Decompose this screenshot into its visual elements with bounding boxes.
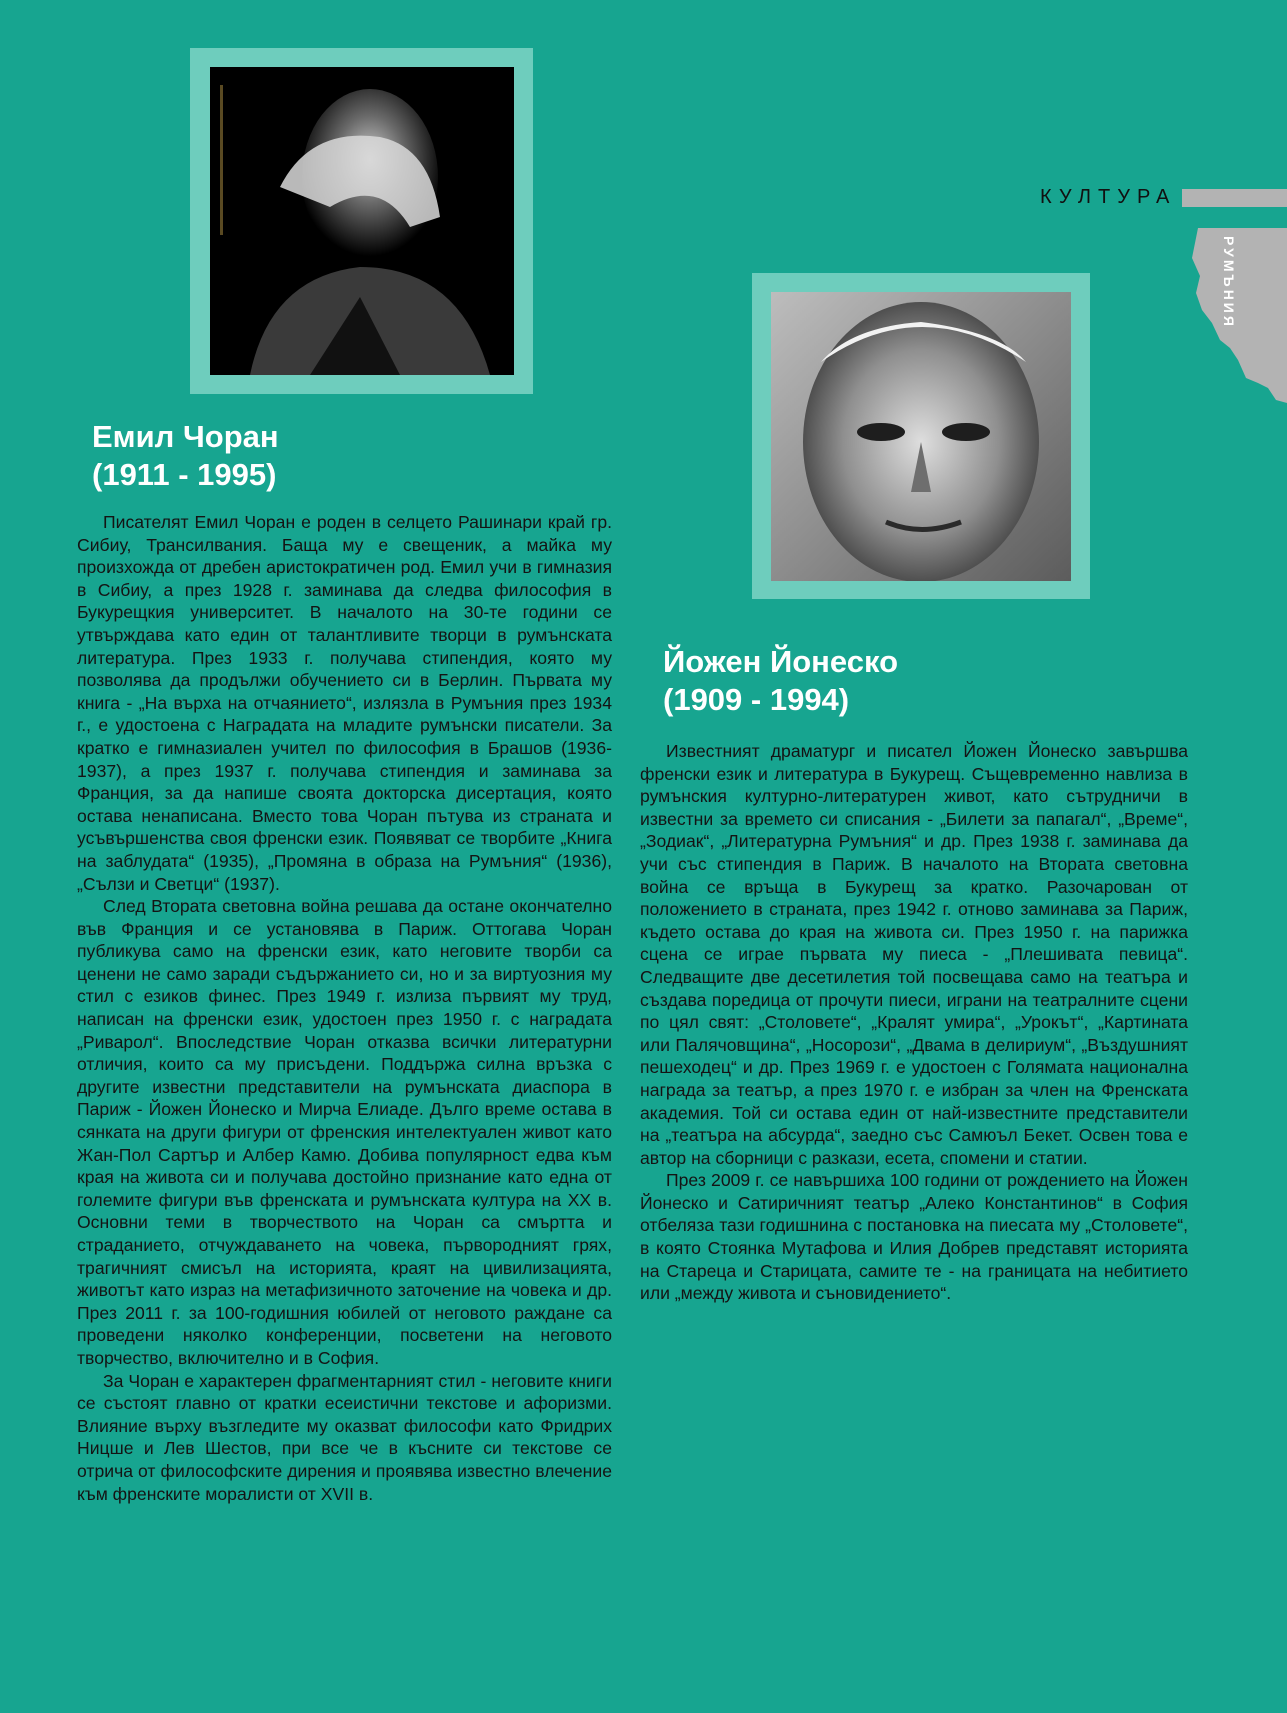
section-label: КУЛТУРА [1040,186,1177,208]
cioran-paragraph-3: За Чоран е характерен фрагментарният стил - неговите книги се състоят главно от кратки есеистични текстове и афоризми. Влияние върху възгледите му оказват философи като Фридрих Ницше и Лев Шестов, при все че в късните си текстове се отрича от философските дирения и проявява известно влечение към френските моралисти от XVII в. [77,1370,612,1504]
ionesco-years: (1909 - 1994) [663,682,850,717]
ionesco-title [663,643,898,719]
ionesco-paragraph-1: Известният драматург и писател Йожен Йонеско завършва френски език и литература в Букурещ. Същевременно навлиза в румънския културно-литературен живот, като сътрудничи в известни за времето си списания - „Билети за папагал“, „Време“, „Зодиак“, „Литературна Румъния“ и др. През 1938 г. заминава да учи със стипендия в Париж. В началото на Втората световна война се връща в Букурещ за кратко. Разочарован от положението в страната, през 1942 г. отново заминава за Париж, където остава до края на живота си. През 1950 г. на парижка сцена се играе първата му пиеса - „Плешивата певица“. Следващите две десетилетия той посвещава само на театъра и създава поредица от прочути пиеси, играни на театралните сцени по цял свят: „Столовете“, „Кралят умира“, „Урокът“, „Картината или Палячовщина“, „Носорози“, „Двама в делириум“, „Въздушният пешеходец“ и др. През 1969 г. е удостоен с Голямата национална награда за театър, а през 1970 г. е избран за член на Френската академия. Той си остава един от най-известните представители на „театъра на абсурда“, заедно със Самюъл Бекет. Освен това е автор на сборници с разкази, есета, спомени и статии. [640,741,1188,1168]
cioran-portrait [210,67,514,375]
ionesco-paragraph-2: През 2009 г. се навършиха 100 години от рождението на Йожен Йонеско и Сатиричният театър „Алеко Константинов“ в София отбеляза тази годишнина с постановка на пиесата му „Столовете“, в която Стоянка Мутафова и Илия Добрев представят историята на Стареца и Старицата, самите те - на границата на небитието или „между живота и съновидението“. [640,1170,1188,1304]
cioran-title [92,418,279,494]
ionesco-name: Йожен Йонеско [663,644,899,679]
cioran-name: Емил Чоран [92,419,279,454]
ionesco-portrait [771,292,1071,581]
ionesco-text [640,740,1188,1305]
cioran-years: (1911 - 1995) [92,457,277,492]
cioran-text [77,511,612,1505]
cioran-paragraph-2: След Втората световна война решава да остане окончателно във Франция и се установява в Париж. Оттогава Чоран публикува само на френски език, като неговите творби са ценени не само заради съдържанието си, но и за виртуозния му стил с езиков финес. През 1949 г. излиза първият му труд, написан на френски език, удостоен през 1950 г. с наградата „Риварол“. Впоследствие Чоран отказва всички литературни отличия, които са му присъдени. Поддържа силна връзка с другите известни представители на румънската диаспора в Париж - Йожен Йонеско и Мирча Елиаде. Дълго време остава в сянката на други фигури от френския интелектуален живот като Жан-Пол Сартър и Албер Камю. Добива популярност едва към края на живота си и получава достойно признание като една от големите фигури във френската и румънската култура на XX в. Основни теми в творчеството на Чоран са смъртта и страданието, отчуждаването на човека, първородният грях, трагичният смисъл на историята, краят на цивилизацията, животът като израз на метафизичното заточение на човека и др. През 2011 г. за 100-годишния юбилей от неговото раждане са проведени няколко конференции, посветени на неговото творчество, включително и в София. [77,896,612,1368]
section-bar [1182,189,1287,207]
romania-map-shape [1188,228,1287,408]
country-label: РУМЪНИЯ [1221,236,1237,329]
cioran-paragraph-1: Писателят Емил Чоран е роден в селцето Рашинари край гр. Сибиу, Трансилвания. Баща му е свещеник, а майка му произхожда от дребен аристократичен род. Емил учи в гимназия в Сибиу, а през 1928 г. заминава да следва философия в Букурещкия университет. В началото на 30-те години се утвърждава като един от талантливите творци в румънската литература. През 1933 г. получава стипендия, която му позволява да продължи обучението си в Берлин. Първата му книга - „На върха на отчаянието“, излязла в Румъния през 1934 г., е удостоена с Наградата на младите румънски писатели. За кратко е гимназиален учител по философия в Брашов (1936-1937), а през 1937 г. получава стипендия и заминава за Франция, за да напише своята докторска дисертация, която остава ненаписана. Вместо това Чоран пътува из страната и усъвършенства своя френски език. Появяват се творбите „Книга на заблудата“ (1935), „Промяна в образа на Румъния“ (1936), „Сълзи и Светци“ (1937). [77,512,612,894]
